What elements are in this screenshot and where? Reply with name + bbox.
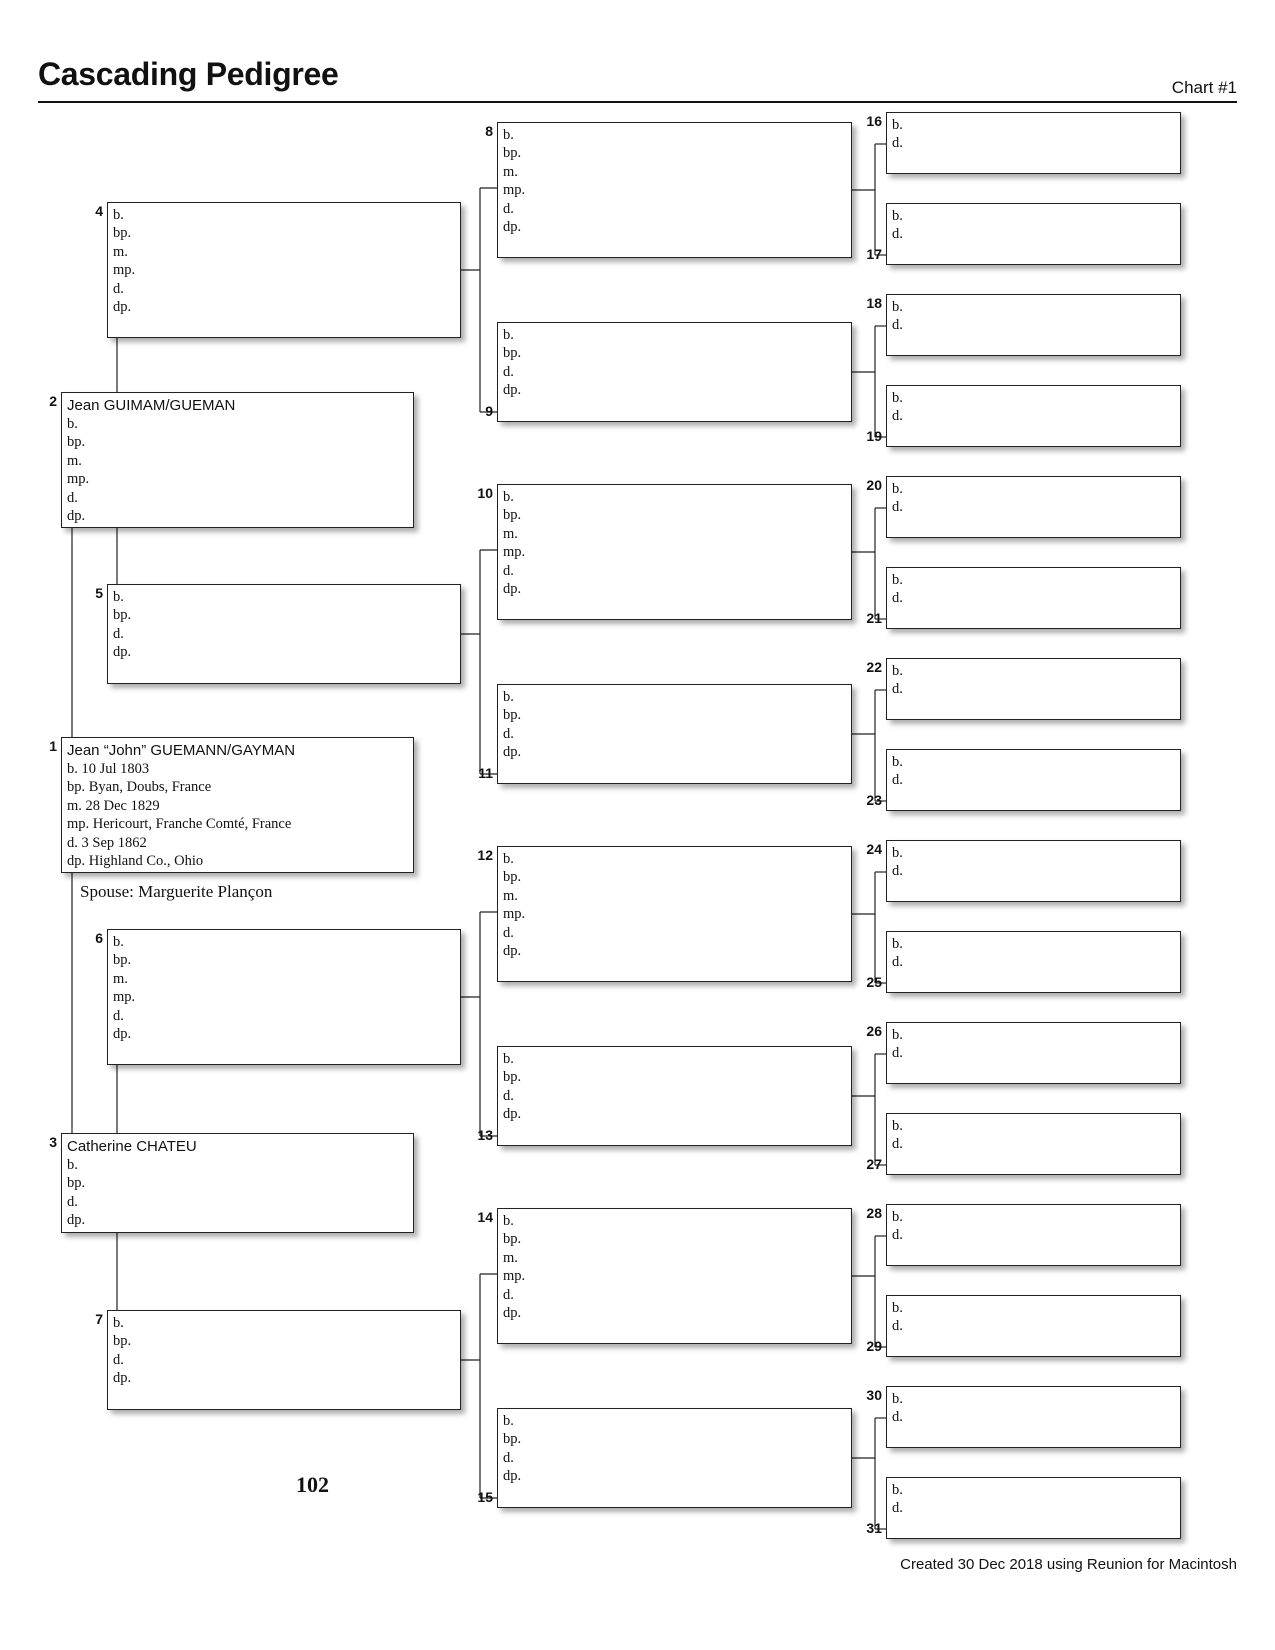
person-detail-line: d. [892, 317, 903, 334]
person-number-24: 24 [866, 841, 882, 857]
person-detail-line: d. [113, 1007, 124, 1024]
person-detail-line: mp. [503, 906, 526, 923]
person-detail-line: b. [892, 1300, 903, 1316]
spouse-label: Spouse: Marguerite Plançon [80, 882, 273, 901]
person-detail-line: bp. Byan, Doubs, France [67, 779, 212, 796]
person-detail-line: dp. [113, 1370, 132, 1387]
person-detail-line: d. [892, 1409, 903, 1426]
person-detail-line: d. [892, 499, 903, 516]
person-box-11 [497, 684, 852, 784]
person-number-26: 26 [866, 1023, 882, 1039]
person-detail-line: b. [892, 1482, 903, 1498]
person-detail-line: dp. [503, 219, 522, 236]
person-box-28 [886, 1204, 1181, 1266]
person-detail-line: b. [503, 1413, 514, 1429]
person-detail-line: d. [113, 1351, 124, 1368]
person-detail-line: d. [113, 625, 124, 642]
person-detail-line: b. [67, 1157, 78, 1173]
person-number-30: 30 [866, 1387, 882, 1403]
person-detail-line: b. [113, 1315, 124, 1331]
person-detail-line: m. [503, 887, 518, 904]
person-detail-line: mp. Hericourt, Franche Comté, France [67, 816, 292, 833]
person-detail-line: b. [892, 481, 903, 497]
person-detail-line: d. [892, 135, 903, 152]
page-number: 102 [296, 1472, 329, 1497]
chart-number: Chart #1 [1171, 78, 1237, 97]
person-number-28: 28 [866, 1205, 882, 1221]
person-detail-line: dp. [503, 1106, 522, 1123]
person-detail-line: mp. [503, 182, 526, 199]
person-box-12 [497, 846, 852, 982]
person-box-17 [886, 203, 1181, 265]
person-number-29: 29 [866, 1338, 882, 1354]
person-detail-line: d. [67, 1193, 78, 1210]
person-detail-line: b. [892, 299, 903, 315]
person-box-25 [886, 931, 1181, 993]
person-box-15 [497, 1408, 852, 1508]
person-number-11: 11 [478, 765, 493, 781]
person-detail-line: dp. [503, 1305, 522, 1322]
person-detail-line: d. [503, 725, 514, 742]
person-number-8: 8 [485, 123, 493, 139]
person-detail-line: mp. [503, 544, 526, 561]
person-detail-line: d. [892, 681, 903, 698]
person-detail-line: b. [113, 207, 124, 223]
person-detail-line: dp. [503, 581, 522, 598]
person-number-5: 5 [95, 585, 103, 601]
person-detail-line: b. [892, 1391, 903, 1407]
person-number-27: 27 [866, 1156, 882, 1172]
person-detail-line: bp. [503, 145, 522, 162]
person-detail-line: bp. [503, 345, 522, 362]
person-detail-line: b. [892, 390, 903, 406]
person-box-30 [886, 1386, 1181, 1448]
person-detail-line: b. [503, 127, 514, 143]
person-detail-line: bp. [503, 1231, 522, 1248]
person-number-19: 19 [866, 428, 882, 444]
person-detail-line: d. [892, 590, 903, 607]
person-box-18 [886, 294, 1181, 356]
person-detail-line: b. [892, 845, 903, 861]
person-detail-line: dp. [67, 1212, 86, 1229]
person-detail-line: b. [892, 208, 903, 224]
person-detail-line: dp. [503, 382, 522, 399]
page-title: Cascading Pedigree [38, 56, 339, 92]
person-box-7 [107, 1310, 461, 1410]
person-detail-line: d. [892, 1136, 903, 1153]
person-detail-line: b. [503, 327, 514, 343]
person-box-4 [107, 202, 461, 338]
person-box-10 [497, 484, 852, 620]
footer-credit: Created 30 Dec 2018 using Reunion for Macintosh [900, 1556, 1237, 1573]
person-box-1 [61, 737, 414, 873]
person-detail-line: d. [892, 954, 903, 971]
person-detail-line: d. 3 Sep 1862 [67, 834, 147, 851]
person-detail-line: b. [892, 117, 903, 133]
person-detail-line: b. [892, 936, 903, 952]
person-number-25: 25 [866, 974, 882, 990]
person-box-23 [886, 749, 1181, 811]
person-detail-line: dp. [67, 508, 86, 525]
person-number-6: 6 [95, 930, 103, 946]
person-detail-line: d. [503, 200, 514, 217]
person-box-14 [497, 1208, 852, 1344]
person-detail-line: m. [113, 243, 128, 260]
person-detail-line: d. [503, 1286, 514, 1303]
person-detail-line: dp. [503, 744, 522, 761]
person-detail-line: bp. [503, 869, 522, 886]
person-detail-line: d. [892, 226, 903, 243]
person-number-31: 31 [866, 1520, 882, 1536]
person-number-17: 17 [866, 246, 882, 262]
person-detail-line: d. [892, 1500, 903, 1517]
person-detail-line: b. [503, 851, 514, 867]
person-detail-line: bp. [113, 225, 132, 242]
person-box-21 [886, 567, 1181, 629]
person-detail-line: b. [503, 1213, 514, 1229]
header-rule [38, 101, 1237, 103]
person-detail-line: b. [503, 489, 514, 505]
person-box-5 [107, 584, 461, 684]
person-detail-line: dp. [503, 943, 522, 960]
person-detail-line: mp. [503, 1268, 526, 1285]
person-detail-line: bp. [113, 1333, 132, 1350]
person-detail-line: b. [892, 1027, 903, 1043]
person-detail-line: bp. [67, 434, 86, 451]
person-detail-line: dp. [503, 1468, 522, 1485]
person-detail-line: d. [892, 408, 903, 425]
person-detail-line: m. [67, 452, 82, 469]
person-box-6 [107, 929, 461, 1065]
person-number-10: 10 [477, 485, 493, 501]
person-box-8 [497, 122, 852, 258]
person-box-31 [886, 1477, 1181, 1539]
person-detail-line: d. [892, 1227, 903, 1244]
person-number-4: 4 [95, 203, 103, 219]
person-box-16 [886, 112, 1181, 174]
person-detail-line: b. [67, 416, 78, 432]
person-number-23: 23 [866, 792, 882, 808]
person-detail-line: m. [503, 1249, 518, 1266]
person-box-26 [886, 1022, 1181, 1084]
person-detail-line: bp. [503, 707, 522, 724]
person-box-9 [497, 322, 852, 422]
person-number-22: 22 [866, 659, 882, 675]
person-box-19 [886, 385, 1181, 447]
person-detail-line: mp. [113, 989, 136, 1006]
person-detail-line: bp. [503, 1431, 522, 1448]
person-detail-line: bp. [503, 507, 522, 524]
person-box-24 [886, 840, 1181, 902]
person-detail-line: d. [503, 363, 514, 380]
person-number-12: 12 [477, 847, 493, 863]
person-name: Catherine CHATEU [67, 1138, 197, 1155]
person-number-13: 13 [477, 1127, 493, 1143]
person-detail-line: m. 28 Dec 1829 [67, 797, 160, 814]
person-detail-line: d. [892, 772, 903, 789]
person-detail-line: dp. Highland Co., Ohio [67, 853, 204, 870]
person-number-7: 7 [95, 1311, 103, 1327]
person-detail-line: b. 10 Jul 1803 [67, 761, 150, 777]
person-detail-line: d. [503, 562, 514, 579]
person-detail-line: d. [503, 924, 514, 941]
person-detail-line: bp. [67, 1175, 86, 1192]
person-detail-line: b. [892, 663, 903, 679]
person-number-18: 18 [866, 295, 882, 311]
person-number-15: 15 [477, 1489, 493, 1505]
person-detail-line: d. [892, 863, 903, 880]
person-detail-line: dp. [113, 299, 132, 316]
person-detail-line: d. [503, 1087, 514, 1104]
person-detail-line: b. [113, 589, 124, 605]
person-box-3 [61, 1133, 414, 1233]
person-box-27 [886, 1113, 1181, 1175]
person-number-1: 1 [49, 738, 57, 754]
person-detail-line: b. [113, 934, 124, 950]
person-box-20 [886, 476, 1181, 538]
person-detail-line: m. [113, 970, 128, 987]
person-detail-line: b. [503, 689, 514, 705]
person-name: Jean “John” GUEMANN/GAYMAN [67, 742, 296, 759]
person-box-29 [886, 1295, 1181, 1357]
person-box-22 [886, 658, 1181, 720]
person-number-14: 14 [477, 1209, 493, 1225]
person-detail-line: m. [503, 525, 518, 542]
person-detail-line: b. [892, 1209, 903, 1225]
person-detail-line: b. [892, 1118, 903, 1134]
person-number-16: 16 [866, 113, 882, 129]
person-detail-line: d. [67, 489, 78, 506]
person-number-20: 20 [866, 477, 882, 493]
person-detail-line: b. [892, 572, 903, 588]
person-number-3: 3 [49, 1134, 57, 1150]
person-number-21: 21 [866, 610, 882, 626]
person-detail-line: bp. [113, 952, 132, 969]
person-detail-line: bp. [503, 1069, 522, 1086]
person-detail-line: mp. [67, 471, 90, 488]
person-number-9: 9 [485, 403, 493, 419]
person-detail-line: d. [892, 1045, 903, 1062]
person-name: Jean GUIMAM/GUEMAN [67, 397, 236, 414]
person-detail-line: d. [503, 1449, 514, 1466]
person-detail-line: b. [892, 754, 903, 770]
person-detail-line: d. [892, 1318, 903, 1335]
person-detail-line: bp. [113, 607, 132, 624]
person-number-2: 2 [49, 393, 57, 409]
person-detail-line: m. [503, 163, 518, 180]
person-box-2 [61, 392, 414, 528]
person-detail-line: mp. [113, 262, 136, 279]
person-detail-line: dp. [113, 644, 132, 661]
person-detail-line: dp. [113, 1026, 132, 1043]
person-detail-line: d. [113, 280, 124, 297]
person-box-13 [497, 1046, 852, 1146]
person-detail-line: b. [503, 1051, 514, 1067]
